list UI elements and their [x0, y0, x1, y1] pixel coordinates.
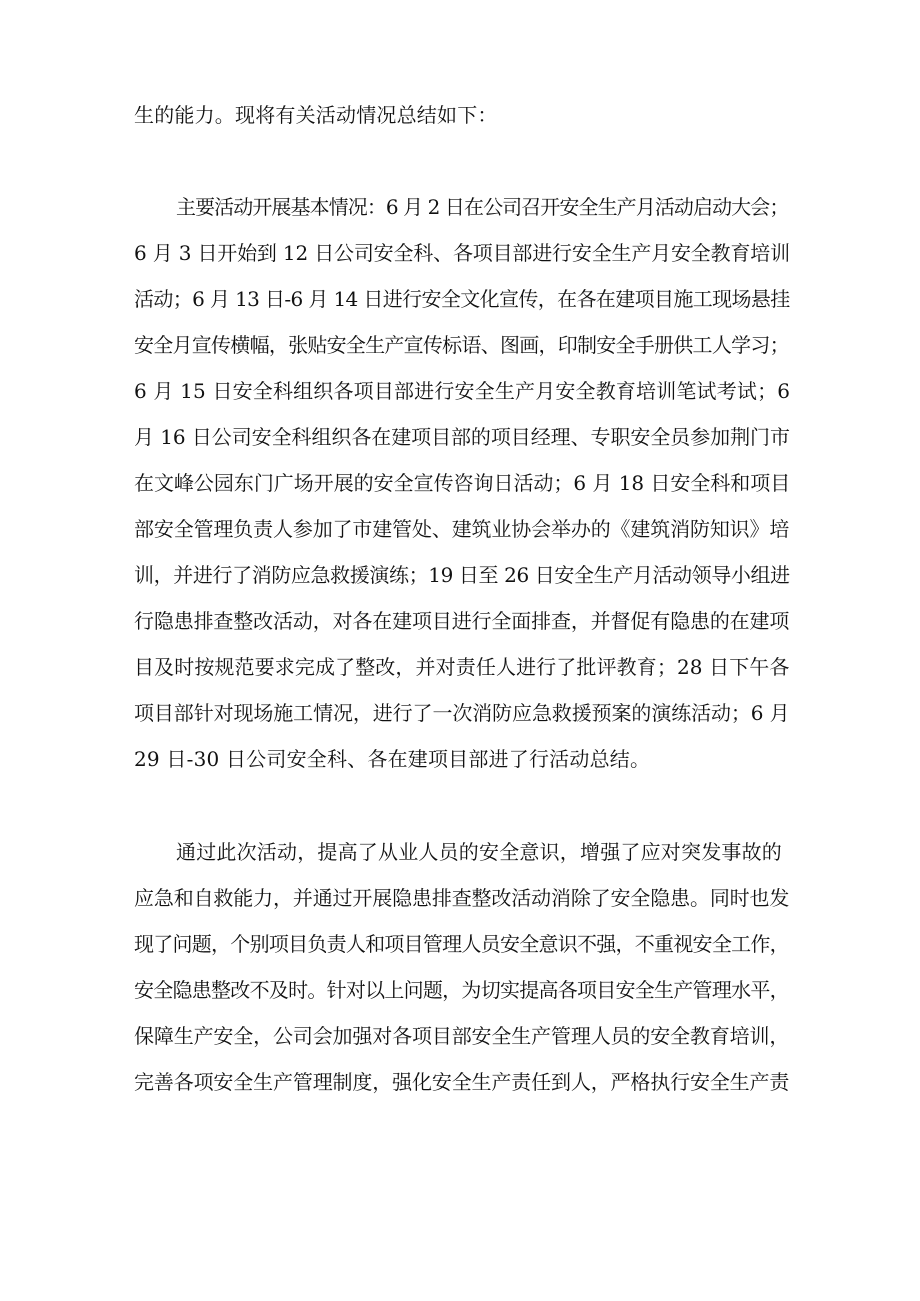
paragraph-line: 保障生产安全，公司会加强对各项目部安全生产管理人员的安全教育培训，	[134, 1024, 790, 1048]
paragraph-line: 项目部针对现场施工情况，进行了一次消防应急救援预案的演练活动；6 月	[134, 701, 790, 725]
paragraph-line: 通过此次活动，提高了从业人员的安全意识，增强了应对突发事故的	[176, 840, 782, 864]
paragraph-line: 6 月 3 日开始到 12 日公司安全科、各项目部进行安全生产月安全教育培训	[134, 241, 790, 265]
paragraph-line: 现了问题，个别项目负责人和项目管理人员安全意识不强，不重视安全工作，	[134, 932, 789, 956]
intro-line: 生的能力。现将有关活动情况总结如下：	[134, 103, 498, 127]
paragraph-line: 在文峰公园东门广场开展的安全宣传咨询日活动；6 月 18 日安全科和项目	[134, 471, 791, 495]
paragraph-line: 安全隐患整改不及时。针对以上问题，为切实提高各项目安全生产管理水平，	[134, 978, 789, 1002]
paragraph-line: 安全月宣传横幅，张贴安全生产宣传标语、图画，印制安全手册供工人学习；	[134, 333, 789, 357]
paragraph-line: 行隐患排查整改活动，对各在建项目进行全面排查，并督促有隐患的在建项	[134, 609, 790, 633]
paragraph-line: 月 16 日公司安全科组织各在建项目部的项目经理、专职安全员参加荆门市	[134, 425, 790, 449]
paragraph-line: 29 日-30 日公司安全科、各在建项目部进了行活动总结。	[134, 747, 651, 771]
paragraph-line: 部安全管理负责人参加了市建管处、建筑业协会举办的《建筑消防知识》培	[134, 517, 790, 541]
paragraph-line: 目及时按规范要求完成了整改，并对责任人进行了批评教育；28 日下午各	[134, 655, 790, 679]
paragraph-line: 应急和自救能力，并通过开展隐患排查整改活动消除了安全隐患。同时也发	[134, 886, 790, 910]
paragraph-line: 6 月 15 日安全科组织各项目部进行安全生产月安全教育培训笔试考试；6	[134, 379, 791, 403]
paragraph-line: 完善各项安全生产管理制度，强化安全生产责任到人，严格执行安全生产责	[134, 1070, 790, 1094]
paragraph-line: 训，并进行了消防应急救援演练；19 日至 26 日安全生产月活动领导小组进	[134, 563, 790, 587]
paragraph-line: 活动；6 月 13 日-6 月 14 日进行安全文化宣传，在各在建项目施工现场悬挂	[134, 287, 790, 311]
paragraph-line: 主要活动开展基本情况：6 月 2 日在公司召开安全生产月活动启动大会；	[176, 195, 789, 219]
